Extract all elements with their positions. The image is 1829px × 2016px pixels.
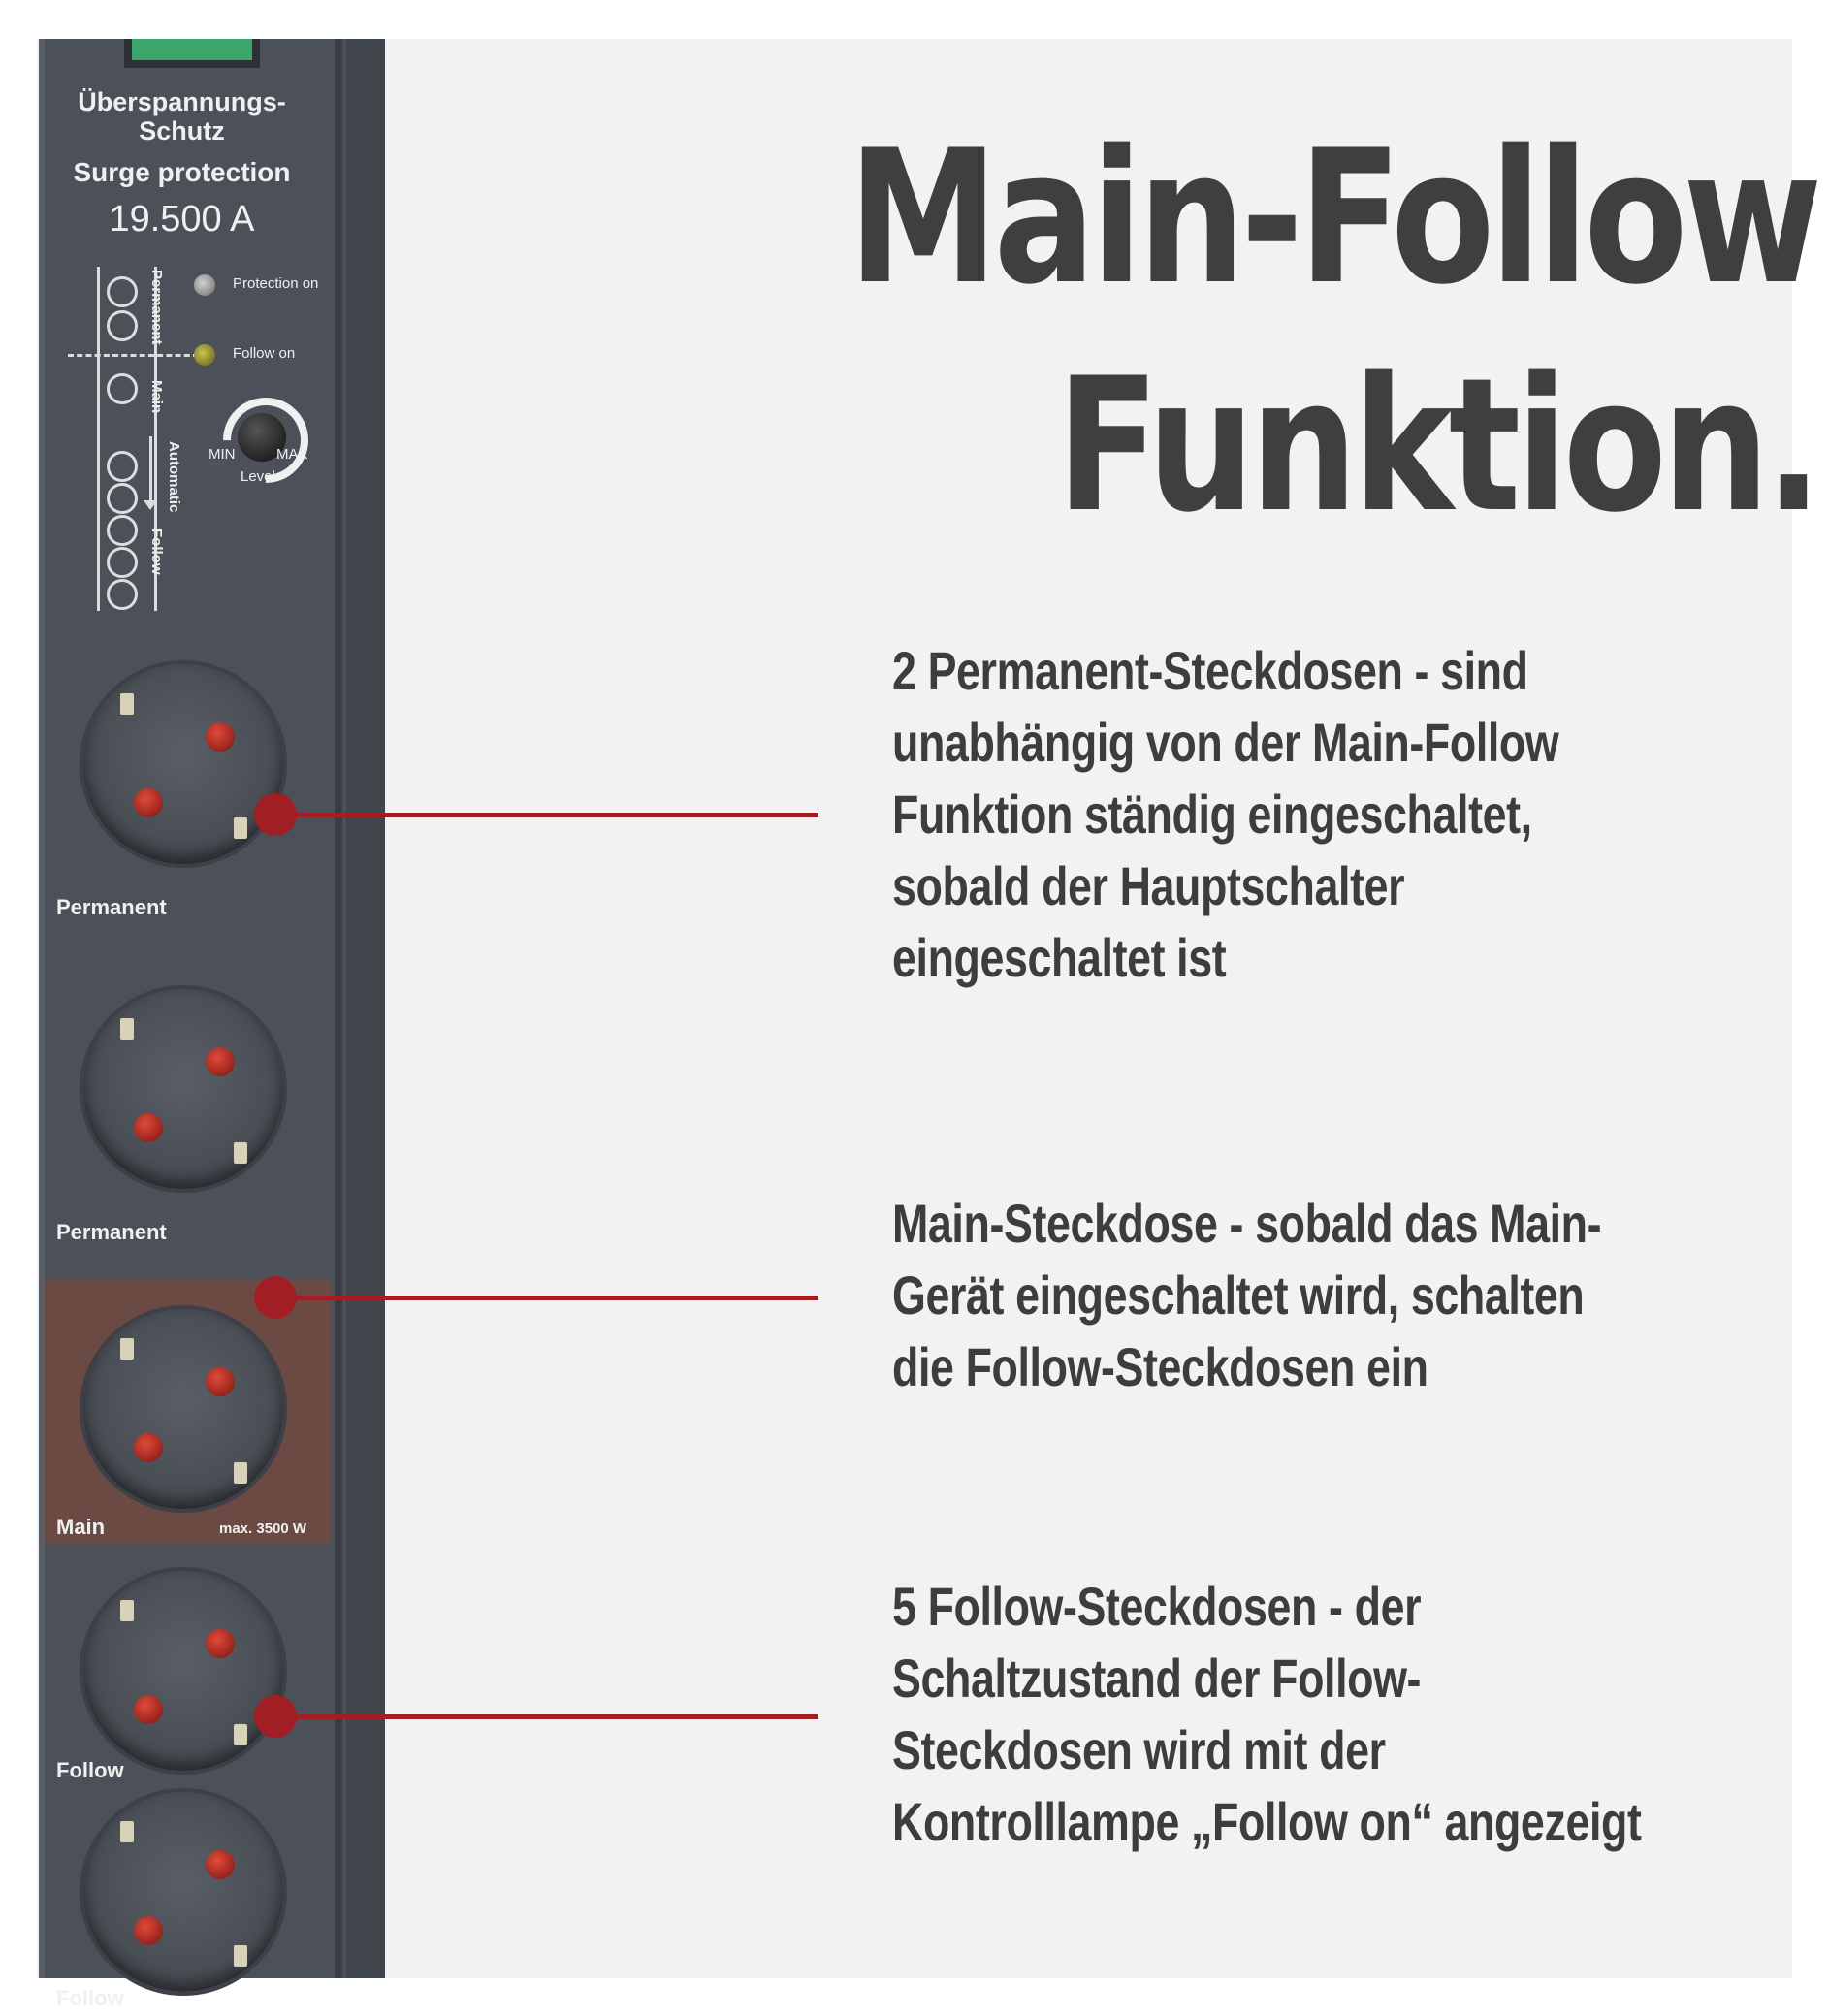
callout-line-text: Funktion ständig eingeschaltet,	[892, 784, 1532, 845]
earth-clip	[234, 1945, 247, 1967]
callout-line-text: die Follow-Steckdosen ein	[892, 1336, 1428, 1397]
earth-clip	[234, 1142, 247, 1164]
callout-line-text: Kontrolllampe „Follow on“ angezeigt	[892, 1791, 1642, 1852]
level-label: Level	[241, 468, 275, 485]
socket-icon	[83, 664, 283, 864]
main-switch	[124, 39, 260, 68]
socket-label: Follow	[56, 1986, 124, 2010]
callout-line-text: eingeschaltet ist	[892, 927, 1227, 988]
earth-clip	[120, 1821, 134, 1842]
socket-pin	[206, 1850, 235, 1879]
callout-text-main	[892, 1188, 1601, 1403]
strip-edge	[346, 39, 385, 1978]
diagram-divider	[68, 354, 199, 357]
socket-pin	[134, 788, 163, 817]
socket-pin	[134, 1433, 163, 1462]
diagram-socket-icon	[107, 547, 138, 578]
diagram-socket-icon	[107, 451, 138, 482]
socket-label: Permanent	[56, 1220, 167, 1244]
follow-on-label: Follow on	[233, 345, 296, 362]
socket-pin	[206, 722, 235, 752]
diagram-socket-icon	[107, 310, 138, 341]
socket-icon	[83, 1309, 283, 1509]
callout-line-text: Main-Steckdose - sobald das Main-	[892, 1193, 1602, 1254]
socket-pin	[206, 1047, 235, 1076]
callout-line-main	[275, 1296, 818, 1300]
callout-line-text: Schaltzustand der Follow-	[892, 1648, 1422, 1709]
diagram-socket-icon	[107, 483, 138, 514]
callout-line-text: Steckdosen wird mit der	[892, 1719, 1386, 1780]
protection-on-label: Protection on	[233, 275, 319, 292]
arrow-down-icon	[149, 436, 152, 504]
diagram-label-permanent: Permanent	[148, 270, 165, 345]
socket-pin	[206, 1629, 235, 1658]
callout-text-follow	[892, 1571, 1642, 1858]
socket-pin	[134, 1113, 163, 1142]
callout-line-text: sobald der Hauptschalter	[892, 855, 1405, 916]
earth-clip	[120, 1018, 134, 1040]
callout-line-text: 2 Permanent-Steckdosen - sind	[892, 640, 1528, 701]
socket-panel-permanent	[45, 955, 331, 1280]
socket-rating: max. 3500 W	[219, 1520, 307, 1537]
surge-title-de: Überspannungs- Schutz	[78, 87, 286, 145]
earth-clip	[120, 1338, 134, 1360]
follow-led-icon	[194, 344, 215, 366]
earth-clip	[234, 1724, 247, 1745]
diagram-socket-icon	[107, 515, 138, 546]
strip-groove	[335, 39, 342, 1978]
socket-pin	[134, 1916, 163, 1945]
socket-label: Main	[56, 1515, 106, 1539]
earth-clip	[234, 1462, 247, 1484]
headline-line-1: Main-Follow	[848, 111, 1817, 325]
callout-text-permanent	[892, 635, 1558, 994]
socket-label: Follow	[56, 1758, 124, 1782]
diagram-socket-icon	[107, 579, 138, 610]
diagram-socket-icon	[107, 276, 138, 307]
earth-clip	[120, 693, 134, 715]
surge-rating: 19.500 A	[109, 199, 255, 240]
socket-pin	[134, 1695, 163, 1724]
socket-panel-main	[45, 1280, 331, 1544]
socket-panel-follow	[45, 1787, 331, 2010]
callout-line-follow	[275, 1714, 818, 1719]
callout-line-text: 5 Follow-Steckdosen - der	[892, 1576, 1422, 1637]
diagram-socket-icon	[107, 373, 138, 404]
main-switch-lamp	[132, 39, 252, 60]
callout-line-text: Gerät eingeschaltet wird, schalten	[892, 1264, 1585, 1326]
level-max-label: MAX	[276, 446, 308, 463]
diagram-label-automatic: Automatic	[166, 441, 182, 513]
callout-line-text: unabhängig von der Main-Follow	[892, 712, 1559, 773]
socket-icon	[83, 1792, 283, 1992]
earth-clip	[120, 1600, 134, 1621]
socket-panel-follow	[45, 1550, 331, 1787]
diagram-label-follow: Follow	[148, 528, 165, 575]
diagram-label-main: Main	[148, 380, 165, 414]
earth-clip	[234, 817, 247, 839]
socket-icon	[83, 1571, 283, 1771]
surge-title-en: Surge protection	[73, 157, 291, 187]
power-strip	[39, 39, 385, 2010]
headline-line-2: Funktion.	[1056, 338, 1817, 553]
socket-icon	[83, 989, 283, 1189]
callout-line-permanent	[275, 813, 818, 817]
socket-label: Permanent	[56, 895, 167, 919]
level-min-label: MIN	[209, 446, 236, 463]
socket-pin	[206, 1367, 235, 1396]
socket-panel-permanent	[45, 630, 331, 955]
protection-led-icon	[194, 274, 215, 296]
